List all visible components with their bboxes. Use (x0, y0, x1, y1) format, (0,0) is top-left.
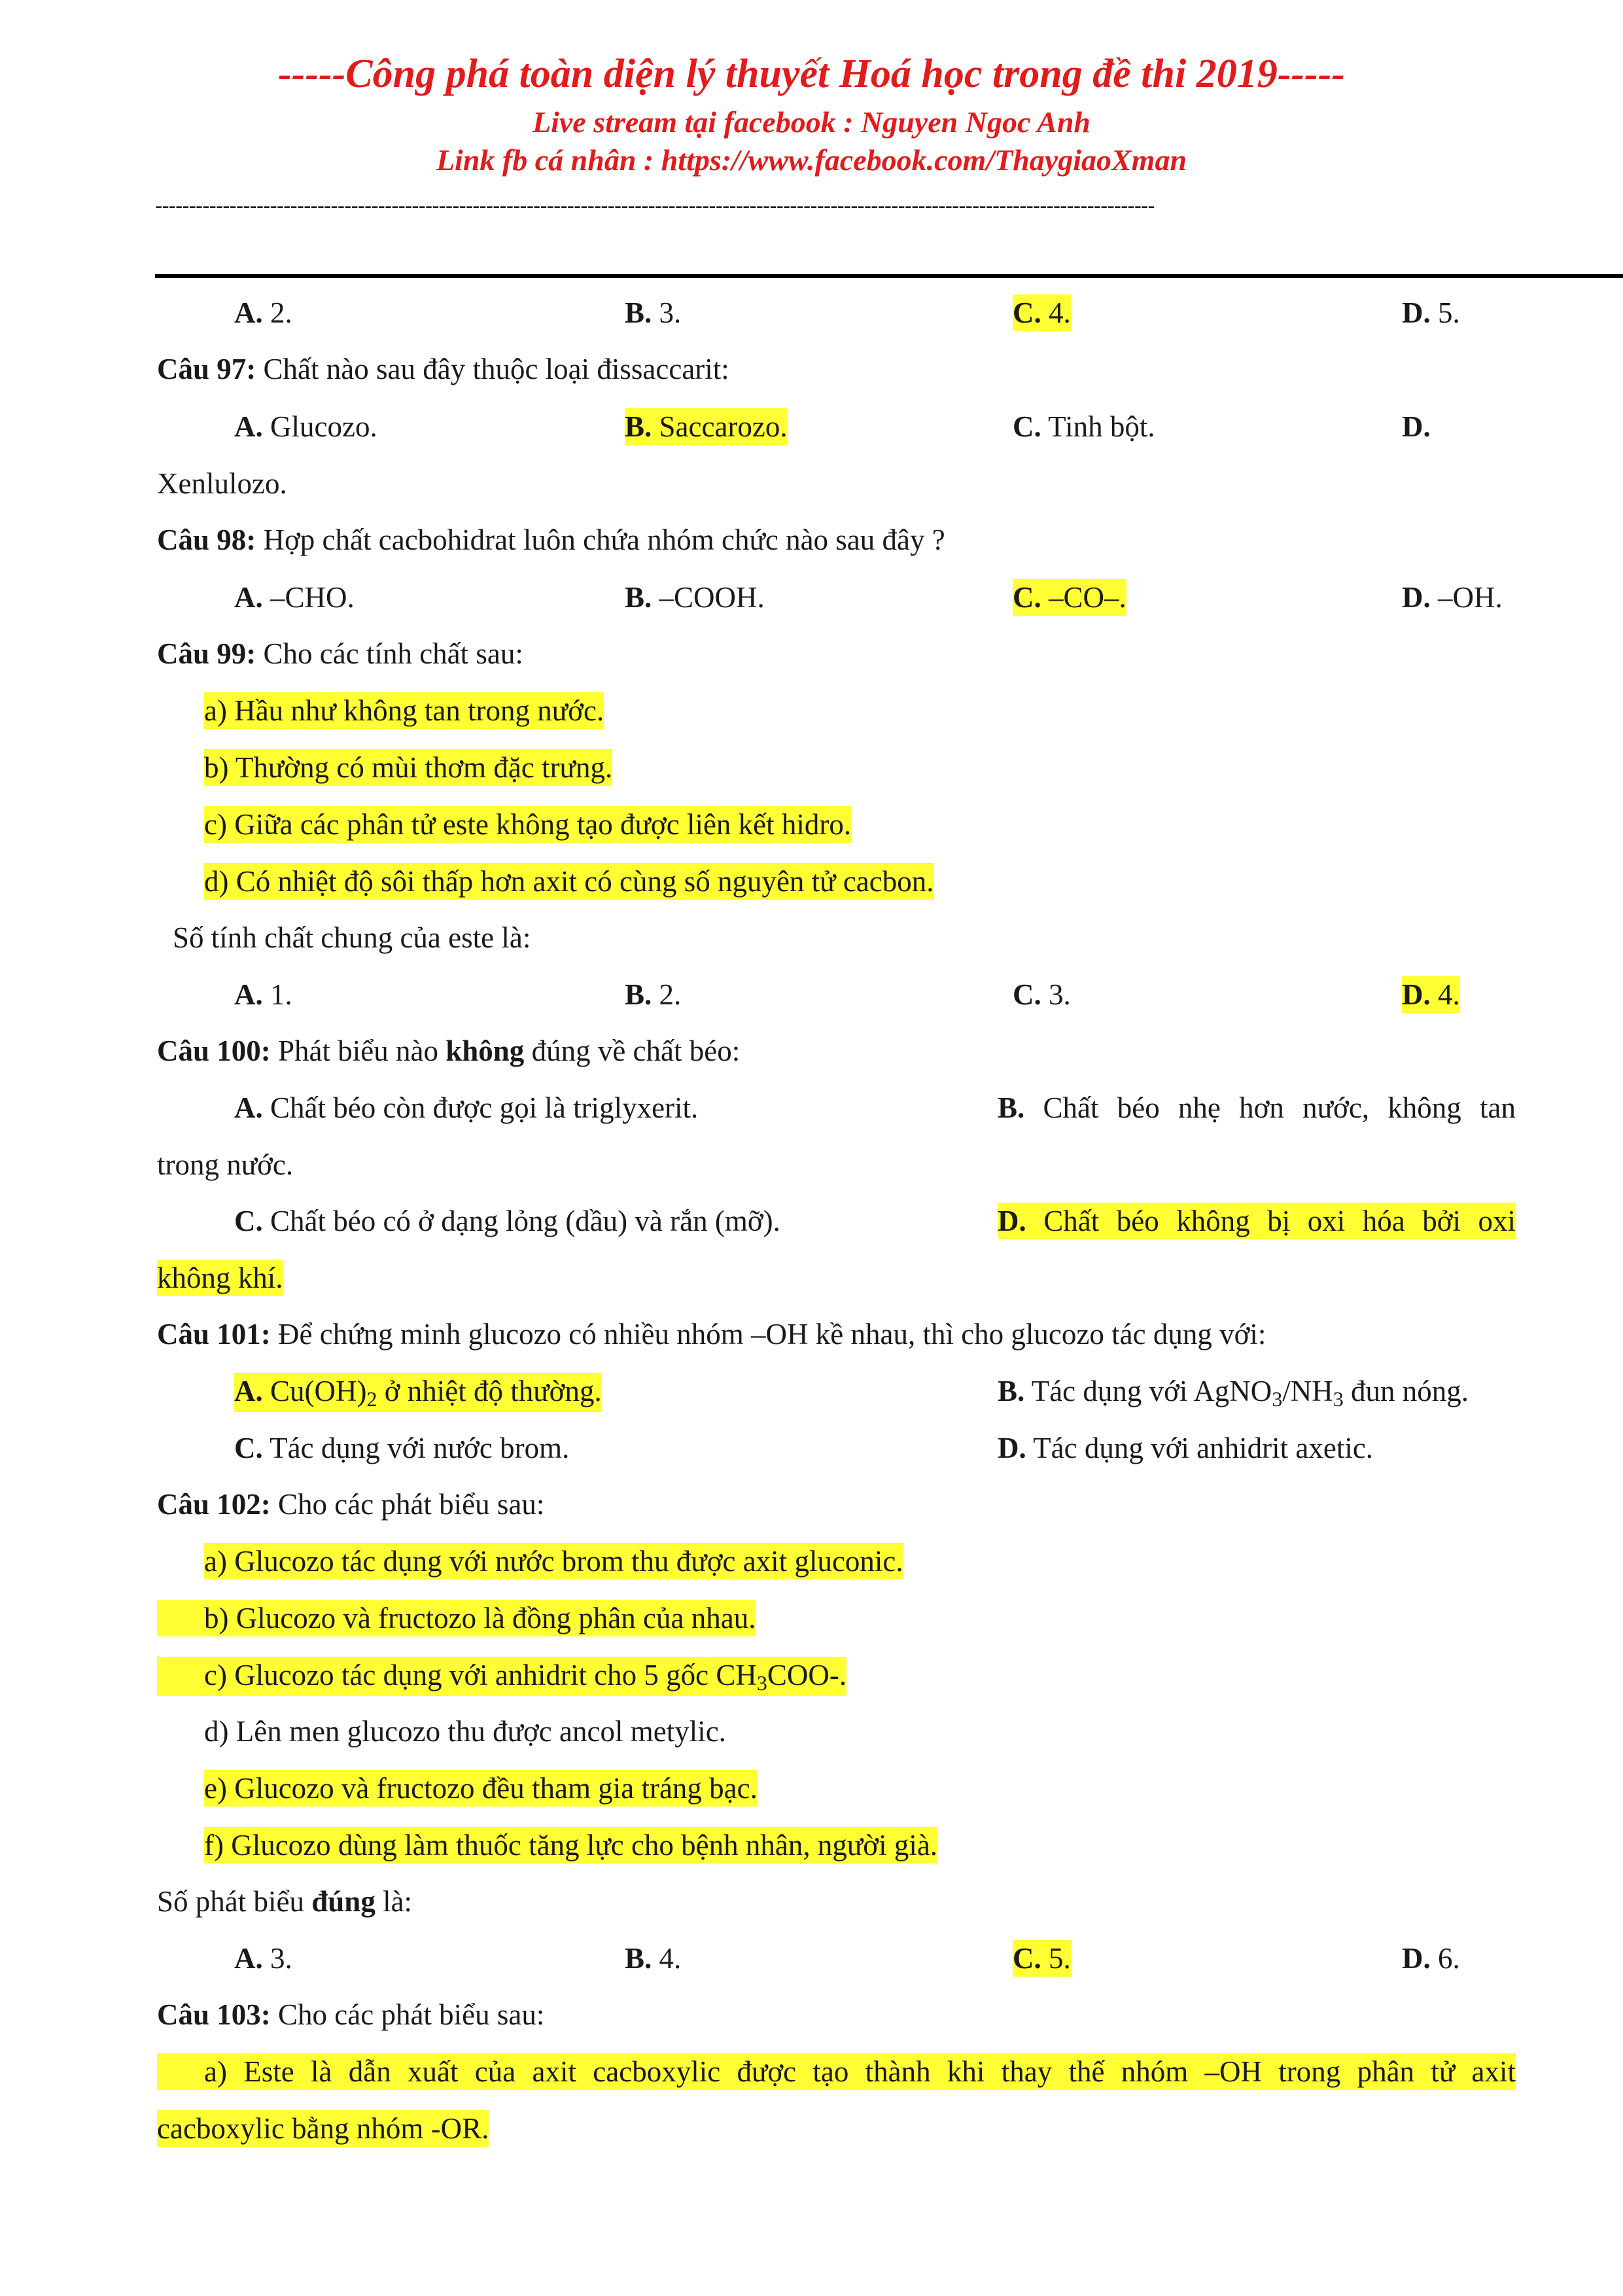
q96-option-d: D. 5. (1402, 296, 1460, 329)
q100-option-a: A. Chất béo còn được gọi là triglyxerit. (234, 1091, 699, 1124)
header-dashed-separator: ---------------------------------------------------------------------------------------------------------------------------------------------------- (155, 194, 1155, 219)
header-rule (155, 274, 1623, 278)
q102-statement-b: b) Glucozo và fructozo là đồng phân của nhau. (157, 1600, 756, 1636)
q102-option-b: B. 4. (625, 1942, 682, 1975)
q97-question: Câu 97: Chất nào sau đây thuộc loại đissaccarit: (157, 353, 729, 385)
q99-statement-c: c) Giữa các phân tử este không tạo được liên kết hidro. (204, 806, 851, 843)
q99-statement-a: a) Hầu như không tan trong nước. (204, 692, 604, 729)
q102-option-d: D. 6. (1402, 1942, 1460, 1975)
q100-option-b-continued: trong nước. (157, 1148, 294, 1181)
q102-option-c: C. 5. (1013, 1940, 1071, 1977)
q99-option-a: A. 1. (234, 978, 292, 1011)
page-header-livestream: Live stream tại facebook : Nguyen Ngoc Anh (532, 105, 1091, 139)
q100-option-b: B. Chất béo nhẹ hơn nước, không tan (998, 1091, 1516, 1124)
q98-option-b: B. –COOH. (625, 581, 765, 614)
q99-summary: Số tính chất chung của este là: (173, 921, 531, 954)
q103-question: Câu 103: Cho các phát biểu sau: (157, 1998, 545, 2031)
q99-question: Câu 99: Cho các tính chất sau: (157, 637, 523, 670)
q102-statement-c: c) Glucozo tác dụng với anhidrit cho 5 gốc CH3COO-. (157, 1657, 846, 1696)
q99-option-c: C. 3. (1013, 978, 1071, 1011)
q100-option-d: D. Chất béo không bị oxi hóa bởi oxi (998, 1203, 1516, 1239)
q102-statement-d: d) Lên men glucozo thu được ancol metylic. (204, 1715, 726, 1748)
q99-option-d: D. 4. (1402, 976, 1460, 1013)
q103-statement-a: a) Este là dẫn xuất của axit cacboxylic được tạo thành khi thay thế nhóm –OH trong phân tử axit (157, 2053, 1516, 2090)
q103-statement-a-continued: cacboxylic bằng nhóm -OR. (157, 2110, 489, 2147)
q97-option-a: A. Glucozo. (234, 410, 377, 443)
q102-statement-e: e) Glucozo và fructozo đều tham gia tráng bạc. (204, 1770, 758, 1807)
q100-option-c: C. Chất béo có ở dạng lỏng (dầu) và rắn (mỡ). (234, 1205, 780, 1237)
q102-summary: Số phát biểu đúng là: (157, 1885, 413, 1918)
q96-option-a: A. 2. (234, 296, 292, 329)
page-header-title: -----Công phá toàn diện lý thuyết Hoá học trong đề thi 2019----- (278, 52, 1345, 96)
q101-option-a: A. Cu(OH)2 ở nhiệt độ thường. (234, 1373, 602, 1412)
q101-question: Câu 101: Để chứng minh glucozo có nhiều nhóm –OH kề nhau, thì cho glucozo tác dụng với: (157, 1318, 1266, 1351)
q102-question: Câu 102: Cho các phát biểu sau: (157, 1488, 545, 1521)
q96-option-c: C. 4. (1013, 294, 1071, 331)
q98-question: Câu 98: Hợp chất cacbohidrat luôn chứa nhóm chức nào sau đây ? (157, 523, 945, 556)
q99-statement-d: d) Có nhiệt độ sôi thấp hơn axit có cùng số nguyên tử cacbon. (204, 863, 934, 900)
q98-option-d: D. –OH. (1402, 581, 1503, 614)
q97-option-b: B. Saccarozo. (625, 408, 788, 445)
q99-statement-b: b) Thường có mùi thơm đặc trưng. (204, 749, 612, 786)
q98-option-a: A. –CHO. (234, 581, 355, 614)
q98-option-c: C. –CO–. (1013, 579, 1126, 616)
q102-statement-a: a) Glucozo tác dụng với nước brom thu được axit gluconic. (204, 1543, 903, 1580)
q101-option-b: B. Tác dụng với AgNO3/NH3 đun nóng. (998, 1375, 1469, 1411)
page-header-link: Link fb cá nhân : https://www.facebook.com/ThaygiaoXman (436, 143, 1187, 177)
q100-question: Câu 100: Phát biểu nào không đúng về chất béo: (157, 1034, 741, 1067)
q101-option-d: D. Tác dụng với anhidrit axetic. (998, 1432, 1374, 1464)
q99-option-b: B. 2. (625, 978, 682, 1011)
q97-option-d-continued: Xenlulozo. (157, 467, 287, 500)
q97-option-c: C. Tinh bột. (1013, 410, 1155, 443)
q96-option-b: B. 3. (625, 296, 682, 329)
q102-statement-f: f) Glucozo dùng làm thuốc tăng lực cho bệnh nhân, người già. (204, 1827, 937, 1863)
q97-option-d: D. (1402, 410, 1431, 443)
q101-option-c: C. Tác dụng với nước brom. (234, 1432, 570, 1464)
q102-option-a: A. 3. (234, 1942, 292, 1975)
q100-option-d-continued: không khí. (157, 1260, 283, 1296)
